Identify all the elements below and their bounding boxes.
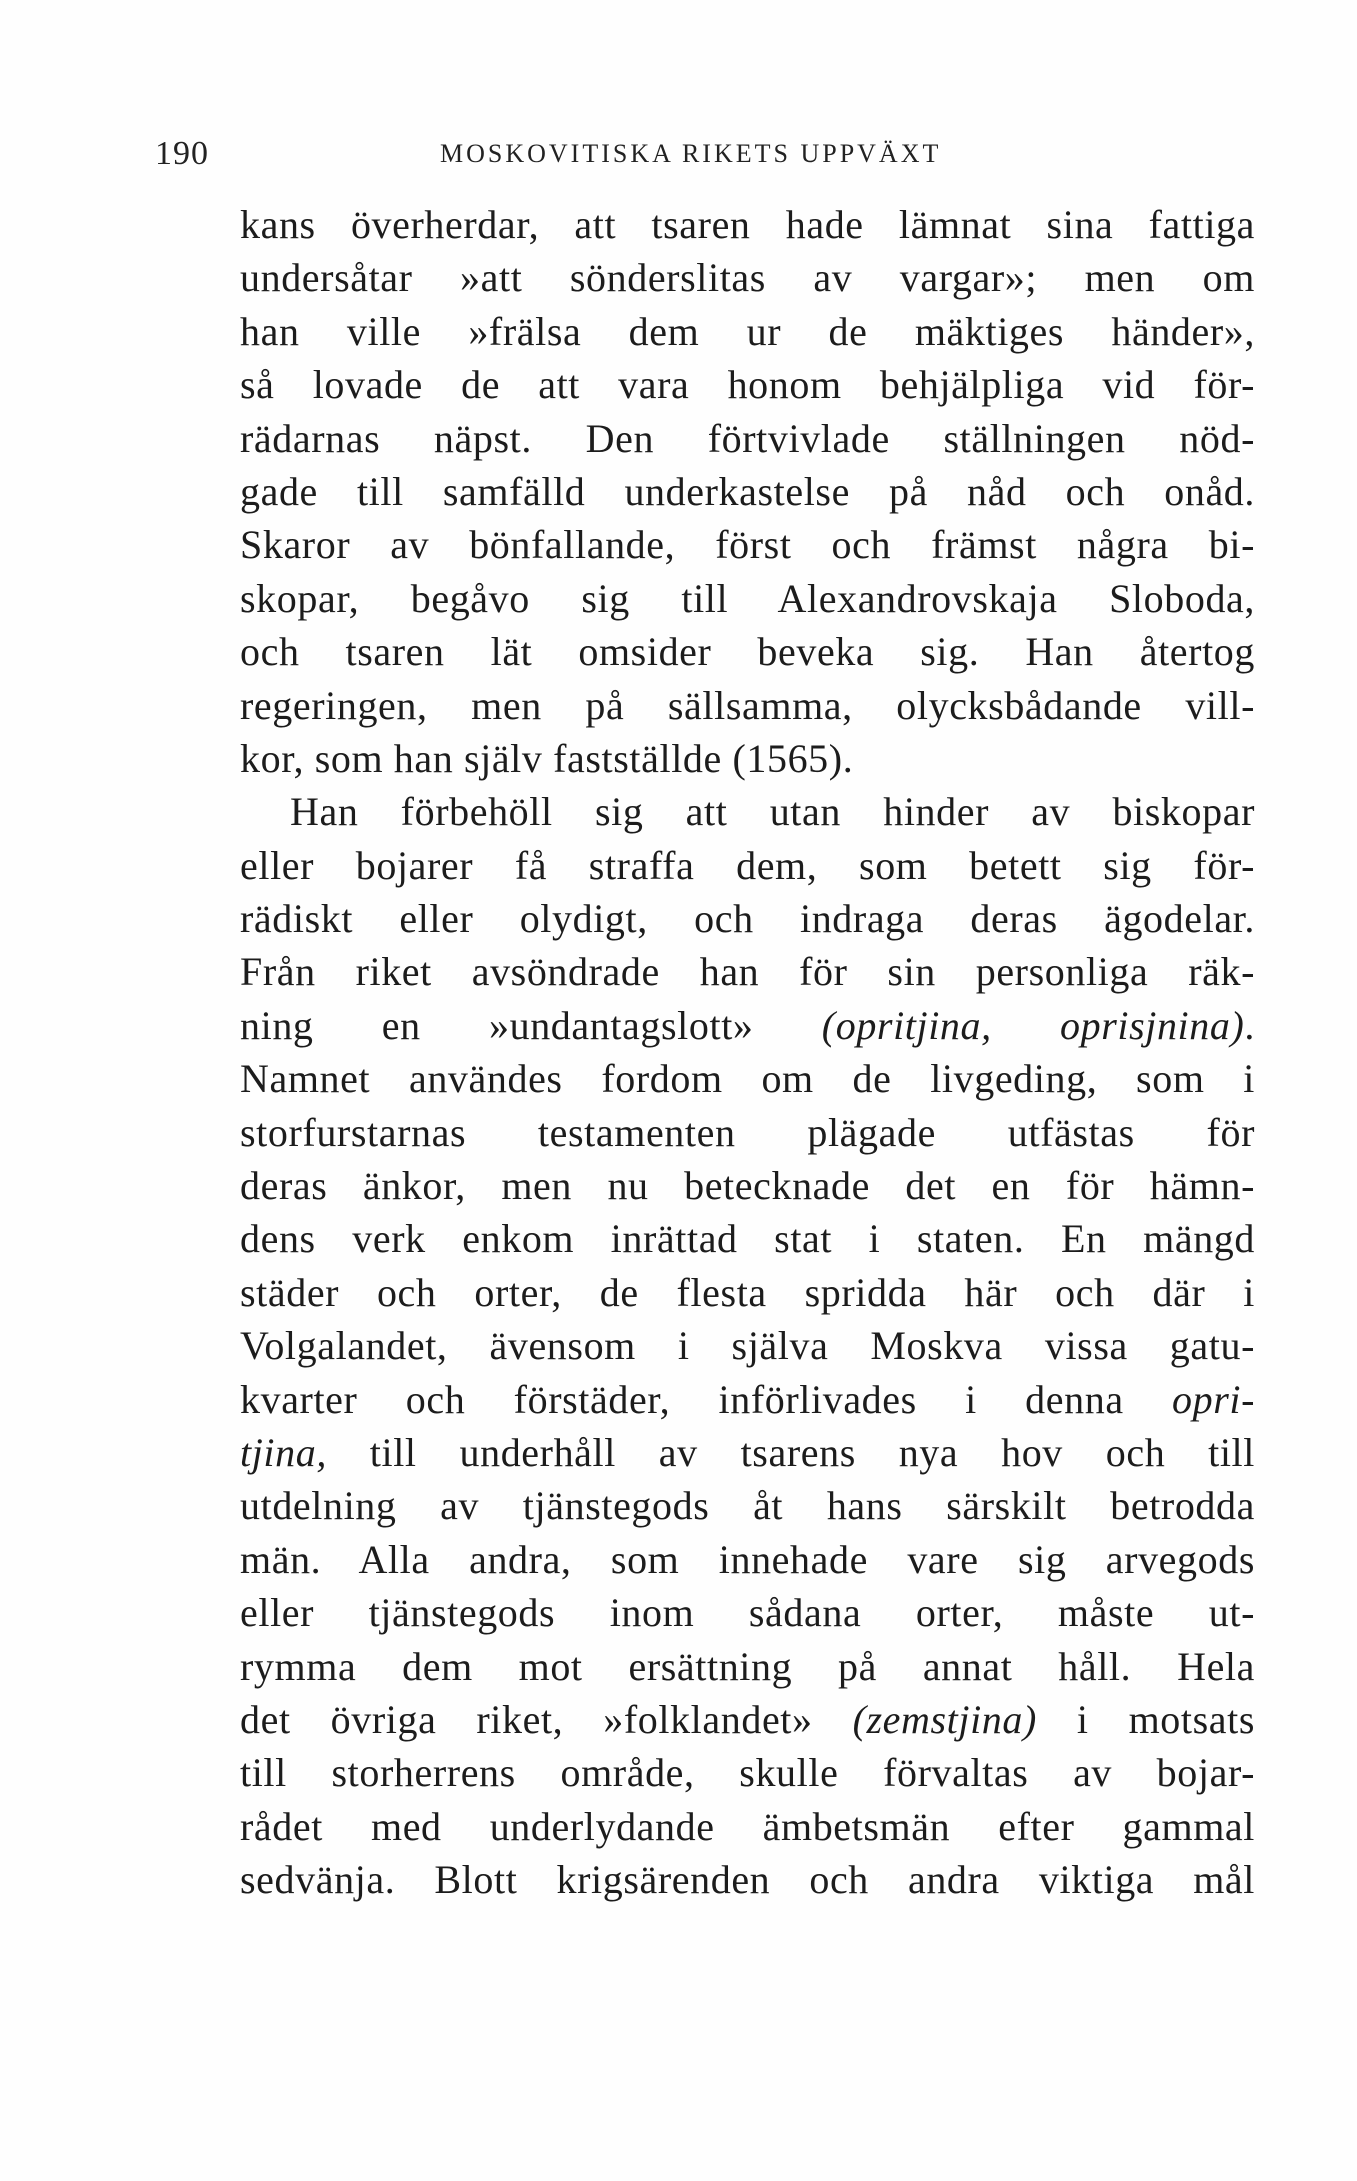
text-line: rymma dem mot ersättning på annat håll. Hela [240,1643,1255,1689]
text-line: män. Alla andra, som innehade vare sig arvegods [240,1536,1255,1582]
text-line: det övriga riket, »folklandet» (zemstjina) i motsats [240,1696,1256,1742]
text-line: Volgalandet, ävensom i själva Moskva vissa gatu- [240,1323,1255,1369]
text-line: ning en »undantagslott» (opritjina, oprisjnina). [240,1002,1256,1048]
text-line: dens verk enkom inrättad stat i staten. En mängd [240,1216,1255,1262]
text-line: rädarnas näpst. Den förtvivlade ställningen nöd- [240,415,1255,461]
text-line: eller bojarer få straffa dem, som betett sig för- [240,842,1255,888]
text-line: till storherrens område, skulle förvaltas av bojar- [240,1750,1255,1796]
running-head: MOSKOVITISKA RIKETS UPPVÄXT [440,139,942,168]
text-line: tjina, till underhåll av tsarens nya hov och till [240,1429,1255,1475]
text-line: skopar, begåvo sig till Alexandrovskaja Sloboda, [240,575,1255,621]
body-text [240,198,1255,1907]
page-number: 190 [155,135,209,172]
text-line: och tsaren lät omsider beveka sig. Han återtog [240,629,1255,675]
text-line: undersåtar »att sönderslitas av vargar»; men om [240,255,1255,301]
text-line: gade till samfälld underkastelse på nåd och onåd. [240,468,1255,514]
text-line: kans överherdar, att tsaren hade lämnat sina fattiga [240,202,1255,247]
page-header [155,135,1265,185]
text-line: rådet med underlydande ämbetsmän efter gammal [240,1803,1255,1849]
italic-term: (opritjina, oprisjnina) [821,1002,1245,1048]
text-line: Namnet användes fordom om de livgeding, som i [240,1056,1255,1102]
text-line: storfurstarnas testamenten plägade utfästas för [240,1109,1255,1155]
text-line-paragraph-end: kor, som han själv fastställde (1565). [240,735,854,781]
text-line: rädiskt eller olydigt, och indraga deras ägodelar. [240,896,1255,942]
text-line: han ville »frälsa dem ur de mäktiges händer», [240,308,1255,354]
italic-term: opri- [1172,1376,1255,1422]
text-line: sedvänja. Blott krigsärenden och andra viktiga mål [240,1857,1255,1903]
text-line: så lovade de att vara honom behjälpliga vid för- [240,362,1255,408]
text-line: eller tjänstegods inom sådana orter, måste ut- [240,1590,1255,1636]
text-line: städer och orter, de flesta spridda här och där i [240,1269,1255,1315]
text-line-paragraph-start: Han förbehöll sig att utan hinder av biskopar [290,789,1255,835]
italic-term: (zemstjina) [852,1696,1037,1742]
text-line: Skaror av bönfallande, först och främst några bi- [240,522,1255,568]
text-line: regeringen, men på sällsamma, olycksbådande vill- [240,682,1255,728]
text-line: utdelning av tjänstegods åt hans särskilt betrodda [240,1483,1255,1529]
text-line: kvarter och förstäder, införlivades i denna opri- [240,1376,1255,1422]
text-line: Från riket avsöndrade han för sin personliga räk- [240,949,1255,995]
italic-term: tjina, [240,1429,327,1475]
text-line: deras änkor, men nu betecknade det en för hämn- [240,1163,1255,1209]
